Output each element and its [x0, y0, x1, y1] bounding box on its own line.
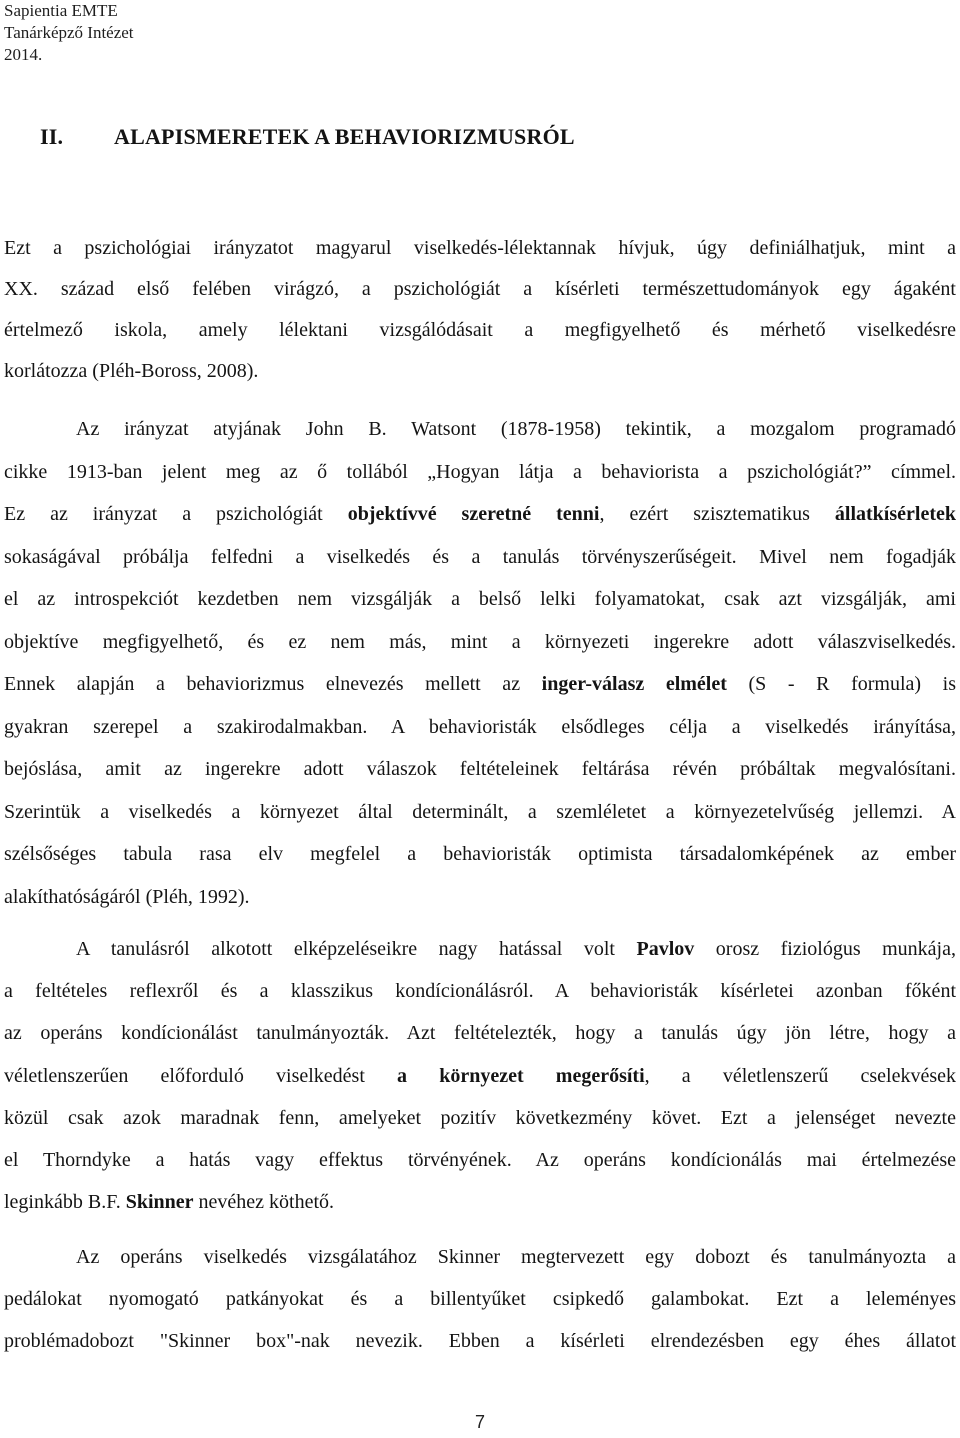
text-run: Ez az irányzat a pszichológiát — [4, 503, 348, 525]
text-run: orosz fiziológus munkája, — [694, 938, 956, 960]
text-run: A tanulásról alkotott elképzeléseikre nagy hatással volt — [76, 938, 637, 960]
text-line: szélsőséges tabula rasa elv megfelel a behavioristák optimista társadalomképének az ember — [4, 843, 956, 865]
text-line — [4, 663, 956, 706]
text-line: Az operáns viselkedés vizsgálatához Skinner megtervezett egy dobozt és tanulmányozta a — [76, 1246, 956, 1268]
text-run: véletlenszerűen előforduló viselkedést — [4, 1064, 398, 1087]
text-line: közül csak azok maradnak fenn, amelyeket pozitív következmény követ. Ezt a jelenséget nevezte — [4, 1106, 956, 1129]
emphasis-objective: objektívvé szeretné tenni — [347, 503, 600, 525]
paragraph-definition — [4, 228, 956, 392]
text-line: XX. század első felében virágzó, a pszichológiát a kísérleti természettudományok egy ágaként — [4, 278, 956, 300]
text-line: problémadobozt "Skinner box"-nak nevezik. Ebben a kísérleti elrendezésben egy éhes állatot — [4, 1330, 956, 1352]
header-year: 2014. — [4, 45, 43, 64]
chapter-title: ALAPISMERETEK A BEHAVIORIZMUSRÓL — [114, 124, 575, 149]
text-line: a feltételes reflexről és a klasszikus kondícionálásról. A behavioristák kísérletei azonban főként — [4, 980, 956, 1003]
text-line — [4, 928, 956, 970]
text-line: cikke 1913-ban jelent meg az ő tollából „Hogyan látja a behaviorista a pszichológiát?” címmel. — [4, 460, 956, 483]
text-line: értelmező iskola, amely lélektani vizsgálódásait a megfigyelhető és mérhető viselkedésre — [4, 319, 956, 341]
paragraph-pavlov — [4, 928, 956, 1223]
text-line: pedálokat nyomogató patkányokat és a billentyűket csipkedő galambokat. Ezt a leleményes — [4, 1288, 956, 1310]
text-line: Az irányzat atyjának John B. Watsont (1878-1958) tekintik, a mozgalom programadó — [76, 418, 956, 440]
chapter-number: II. — [40, 124, 64, 149]
text-line: el az introspekciót kezdetben nem vizsgálják a belső lelki folyamatokat, csak azt vizsgálják, ami — [4, 588, 956, 610]
paragraph-watson — [4, 408, 956, 918]
paragraph-skinner-box — [4, 1236, 956, 1362]
emphasis-stimulus-response: inger-válasz elmélet — [541, 673, 727, 695]
text-line: alakíthatóságáról (Pléh, 1992). — [4, 885, 250, 908]
emphasis-skinner: Skinner — [125, 1191, 194, 1214]
text-line: az operáns kondícionálást tanulmányozták. Azt feltételezték, hogy a tanulás úgy jön létre, hogy a — [4, 1022, 956, 1045]
text-line: korlátozza (Pléh-Boross, 2008). — [4, 360, 259, 382]
text-run: Ennek alapján a behaviorizmus elnevezés mellett az — [4, 673, 542, 695]
chapter-heading — [40, 124, 575, 150]
header-department: Tanárképző Intézet — [4, 23, 134, 42]
text-line: objektíve megfigyelhető, és ez nem más, mint a környezeti ingerekre adott válaszviselkedés. — [4, 630, 956, 653]
emphasis-reinforcement: a környezet megerősíti — [397, 1064, 645, 1087]
text-line: Ezt a pszichológiai irányzatot magyarul viselkedés-lélektannak hívjuk, úgy definiálhatjuk, mint a — [4, 237, 956, 259]
text-run: (S - R formula) is — [726, 673, 956, 695]
text-run: leginkább B.F. — [4, 1191, 126, 1214]
emphasis-animal-experiments: állatkísérletek — [834, 503, 956, 525]
text-line — [4, 493, 956, 536]
text-run: , ezért szisztematikus — [599, 503, 835, 525]
text-line: sokaságával próbálja felfedni a viselkedés és a tanulás törvényszerűségeit. Mivel nem fogadják — [4, 545, 956, 568]
text-line: bejóslása, amit az ingerekre adott válaszok feltételeinek feltárása révén próbáltak megvalósítani. — [4, 758, 956, 780]
text-line — [4, 1055, 956, 1097]
header-institution: Sapientia EMTE — [4, 1, 118, 20]
text-line: el Thorndyke a hatás vagy effektus törvényének. Az operáns kondícionálás mai értelmezése — [4, 1149, 956, 1172]
document-header — [4, 0, 134, 66]
page-number: 7 — [474, 1412, 485, 1432]
text-run: , a véletlenszerű cselekvések — [644, 1064, 957, 1087]
text-line: Szerintük a viselkedés a környezet által determinált, a szemléletet a környezetelvűség jellemzi. A — [4, 800, 956, 823]
text-line: gyakran szerepel a szakirodalmakban. A behavioristák elsődleges célja a viselkedés irányítása, — [4, 715, 956, 738]
text-run: nevéhez köthető. — [193, 1191, 335, 1214]
text-line — [4, 1181, 956, 1223]
emphasis-pavlov: Pavlov — [636, 938, 695, 960]
